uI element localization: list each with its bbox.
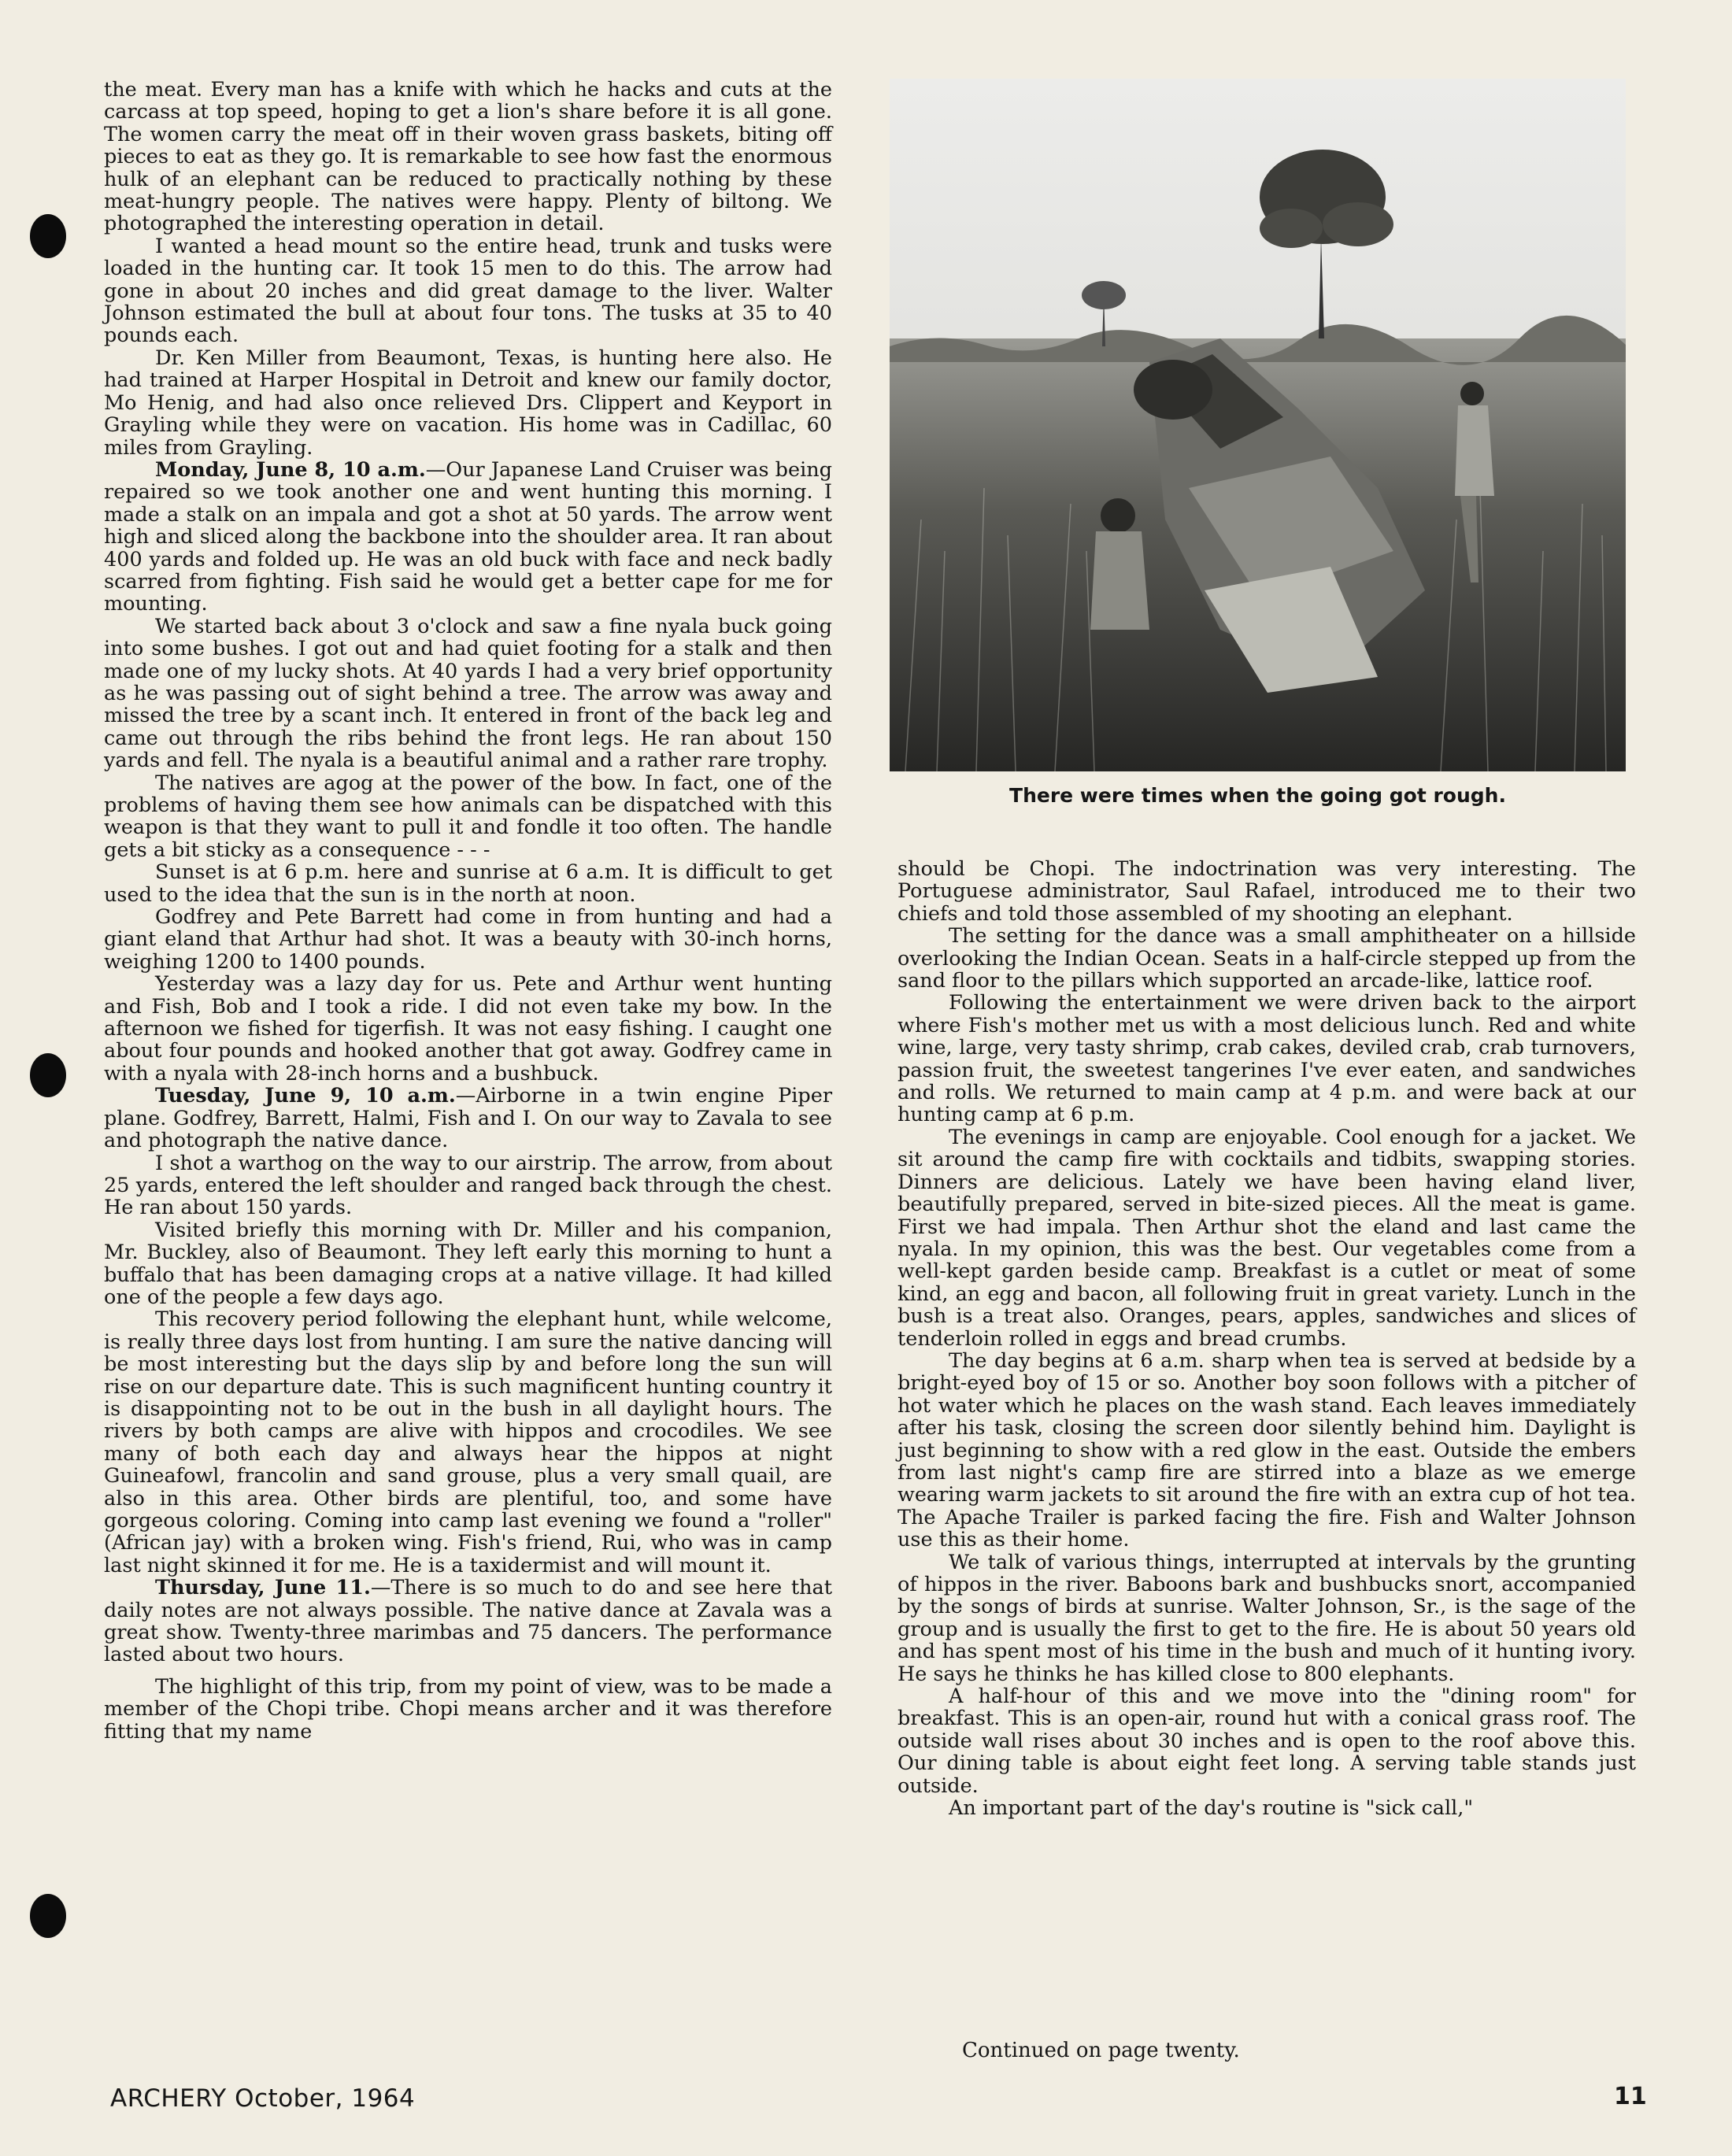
paragraph: We talk of various things, interrupted at intervals by the grunting of hippos in the river. Baboons bark and bushbucks snort, accompanied by the songs of birds at sunrise. Walter Johnson, Sr., is the sage of the group and is usually the first to get to the fire. He is about 50 years old and has spent most of his time in the bush and much of it hunting ivory. He says he thinks he has killed close to 800 elephants. <box>897 1550 1636 1686</box>
paragraph: The setting for the dance was a small amphitheater on a hillside overlooking the Indian Ocean. Seats in a half-circle stepped up from the sand floor to the pillars which supported an arcade-like, lattice roof. <box>897 924 1636 993</box>
paragraph: Dr. Ken Miller from Beaumont, Texas, is hunting here also. He had trained at Harper Hospital in Detroit and knew our family doctor, Mo Henig, and had also once relieved Drs. Clippert and Keyport in Grayling while they were on vacation. His home was in Cadillac, 60 miles from Grayling. <box>104 346 832 460</box>
paragraph <box>104 1085 832 1152</box>
paragraph: Sunset is at 6 p.m. here and sunrise at 6 a.m. It is difficult to get used to the idea that the sun is in the north at noon. <box>104 860 832 907</box>
paragraph: A half-hour of this and we move into the "dining room" for breakfast. This is an open-air, round hut with a conical grass roof. The outside wall rises about 30 inches and is open to the roof above this. Our dining table is about eight feet long. A serving table stands just outside. <box>897 1684 1636 1798</box>
continued-note: Continued on page twenty. <box>962 2039 1240 2062</box>
binder-hole <box>30 1894 66 1938</box>
safari-photo <box>890 79 1626 771</box>
paragraph-text: —There is so much to do and see here that daily notes are not always possible. The native dance at Zavala was a great show. Twenty-three marimbas and 75 dancers. The performance lasted about two hours. <box>104 1576 832 1667</box>
date-heading: Tuesday, June 9, 10 a.m. <box>155 1084 456 1108</box>
paragraph: This recovery period following the elephant hunt, while welcome, is really three days lost from hunting. I am sure the native dancing will be most interesting but the days slip by and before long the sun will rise on our departure date. This is such magnificent hunting country it is disappointing not to be out in the bush in all daylight hours. The rivers by both camps are alive with hippos and crocodiles. We see many of both each day and always hear the hippos at night Guineafowl, francolin and sand grouse, plus a very small quail, are also in this area. Other birds are plentiful, too, and some have gorgeous coloring. Coming into camp last evening we found a "roller" (African jay) with a broken wing. Fish's friend, Rui, who was in camp last night skinned it for me. He is a taxidermist and will mount it. <box>104 1307 832 1577</box>
binder-hole <box>30 1053 66 1097</box>
publication-footer: ARCHERY October, 1964 <box>110 2084 416 2113</box>
date-heading: Thursday, June 11. <box>155 1576 371 1600</box>
paragraph: should be Chopi. The indoctrination was very interesting. The Portuguese administrator, Saul Rafael, introduced me to their two chiefs and told those assembled of my shooting an elephant. <box>897 857 1636 926</box>
page-number: 11 <box>1614 2083 1647 2110</box>
paragraph <box>104 459 832 616</box>
paragraph-text: —Our Japanese Land Cruiser was being repaired so we took another one and went hunting this morning. I made a stalk on an impala and got a shot at 50 yards. The arrow went high and sliced along the backbone into the shoulder area. It ran about 400 yards and folded up. He was an old buck with face and neck badly scarred from fighting. Fish said he would get a better cape for me for mounting. <box>104 457 832 616</box>
paragraph: I wanted a head mount so the entire head, trunk and tusks were loaded in the hunting car. It took 15 men to do this. The arrow had gone in about 20 inches and did great damage to the liver. Walter Johnson estimated the bull at about four tons. The tusks at 35 to 40 pounds each. <box>104 234 832 348</box>
paragraph <box>104 1577 832 1666</box>
paragraph: An important part of the day's routine is "sick call," <box>949 1796 1474 1821</box>
paragraph: Following the entertainment we were driven back to the airport where Fish's mother met us with a most delicious lunch. Red and white wine, large, very tasty shrimp, crab cakes, deviled crab, crab turnovers, passion fruit, the sweetest tangerines I've ever eaten, and sandwiches and rolls. We returned to main camp at 4 p.m. and were back at our hunting camp at 6 p.m. <box>897 991 1636 1127</box>
paragraph: The evenings in camp are enjoyable. Cool enough for a jacket. We sit around the camp fire with cocktails and tidbits, swapping stories. Dinners are delicious. Lately we have been having eland liver, beautifully prepared, served in bite-sized pieces. All the meat is game. First we had impala. Then Arthur shot the eland and last came the nyala. In my opinion, this was the best. Our vegetables come from a well-kept garden beside camp. Breakfast is a cutlet or meat of some kind, an egg and bacon, all following fruit in great variety. Lunch in the bush is a treat also. Oranges, pears, apples, sandwiches and slices of tenderloin rolled in eggs and bread crumbs. <box>897 1125 1636 1351</box>
paragraph: Visited briefly this morning with Dr. Miller and his companion, Mr. Buckley, also of Beaumont. They left early this morning to hunt a buffalo that has been damaging crops at a native village. It had killed one of the people a few days ago. <box>104 1218 832 1309</box>
date-heading: Monday, June 8, 10 a.m. <box>155 457 426 482</box>
paragraph: The natives are agog at the power of the bow. In fact, one of the problems of having them see how animals can be dispatched with this weapon is that they want to pull it and fondle it too often. The handle gets a bit sticky as a consequence - - - <box>104 771 832 862</box>
paragraph: The day begins at 6 a.m. sharp when tea is served at bedside by a bright-eyed boy of 15 or so. Another boy soon follows with a pitcher of hot water which he places on the wash stand. Each leaves immediately after his task, closing the screen door silently behind him. Daylight is just beginning to show with a red glow in the east. Outside the embers from last night's camp fire are stirred into a blaze as we emerge wearing warm jackets to sit around the fire with an extra cup of hot tea. The Apache Trailer is parked facing the fire. Fish and Walter Johnson use this as their home. <box>897 1348 1636 1552</box>
paragraph: Godfrey and Pete Barrett had come in from hunting and had a giant eland that Arthur had shot. It was a beauty with 30-inch horns, weighing 1200 to 1400 pounds. <box>104 905 832 974</box>
left-column <box>104 79 832 1743</box>
paragraph: I shot a warthog on the way to our airstrip. The arrow, from about 25 yards, entered the left shoulder and ranged back through the chest. He ran about 150 yards. <box>104 1151 832 1220</box>
paragraph: Yesterday was a lazy day for us. Pete and Arthur went hunting and Fish, Bob and I took a ride. I did not even take my bow. In the afternoon we fished for tigerfish. It was not easy fishing. I caught one about four pounds and hooked another that got away. Godfrey came in with a nyala with 28-inch horns and a bushbuck. <box>104 972 832 1085</box>
paragraph-text: —Airborne in a twin engine Piper plane. Godfrey, Barrett, Halmi, Fish and I. On our way to Zavala to see and photograph the native dance. <box>104 1084 833 1153</box>
right-column <box>897 858 1636 1819</box>
paragraph: We started back about 3 o'clock and saw a fine nyala buck going into some bushes. I got out and had quiet footing for a stalk and then made one of my lucky shots. At 40 yards I had a very brief opportunity as he was passing out of sight behind a tree. The arrow was away and missed the tree by a scant inch. It entered in front of the back leg and came out through the ribs behind the front legs. He ran about 150 yards and fell. The nyala is a beautiful animal and a rather rare trophy. <box>104 614 832 773</box>
paragraph: the meat. Every man has a knife with which he hacks and cuts at the carcass at top speed, hoping to get a lion's share before it is all gone. The women carry the meat off in their woven grass baskets, biting off pieces to eat as they go. It is remarkable to see how fast the enormous hulk of an elephant can be reduced to practically nothing by these meat-hungry people. The natives were happy. Plenty of biltong. We photographed the interesting operation in detail. <box>104 78 832 236</box>
photo-caption: There were times when the going got rough. <box>1009 784 1506 807</box>
binder-hole <box>30 214 66 258</box>
paragraph: The highlight of this trip, from my point of view, was to be made a member of the Chopi tribe. Chopi means archer and it was therefore fitting that my name <box>104 1674 832 1744</box>
